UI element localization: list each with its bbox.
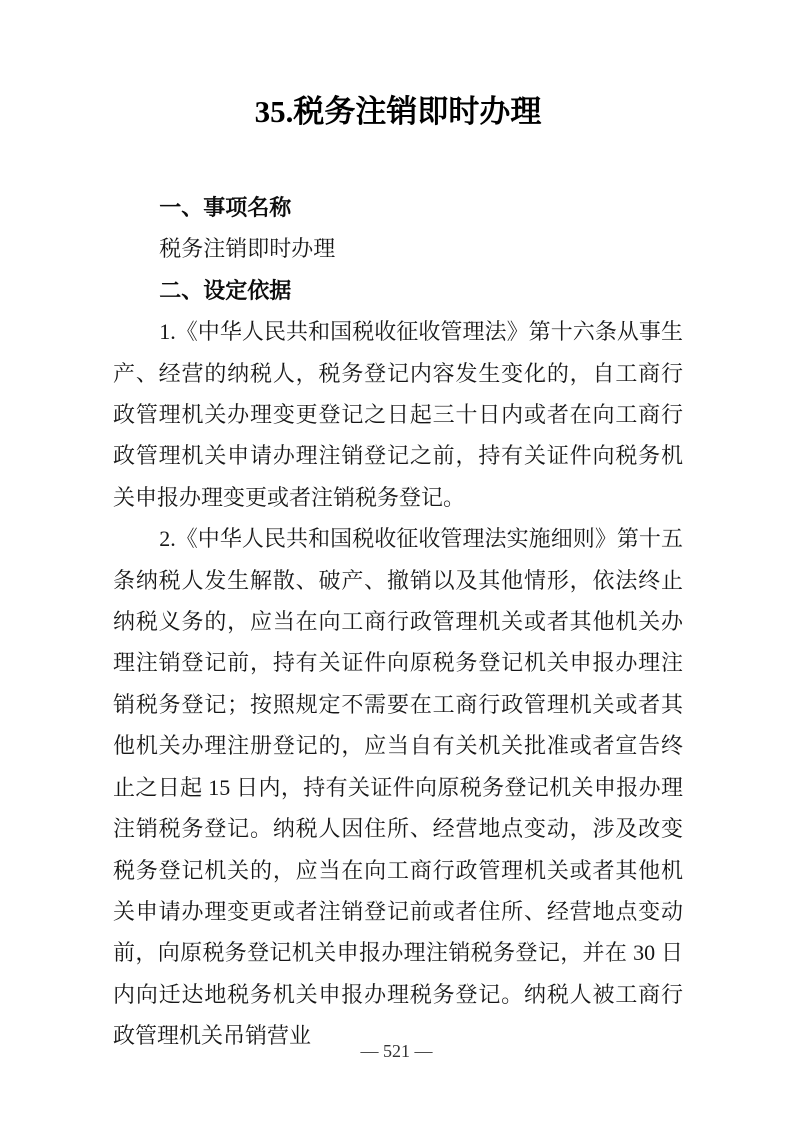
page-number: — 521 — [360, 1041, 433, 1061]
paragraph-legal-basis-1: 1.《中华人民共和国税收征收管理法》第十六条从事生产、经营的纳税人，税务登记内容发生变化的，自工商行政管理机关办理变更登记之日起三十日内或者在向工商行政管理机关申请办理注销登记之前，持有关证件向税务机关申报办理变更或者注销税务登记。 [113, 319, 683, 510]
document-content [113, 0, 683, 1057]
section-heading-item-name: 一、事项名称 [159, 195, 292, 220]
paragraph-item-name-value: 税务注销即时办理 [159, 236, 336, 262]
page-title: 35.税务注销即时办理 [254, 94, 542, 129]
document-body [113, 187, 683, 1057]
paragraph-legal-basis-2: 2.《中华人民共和国税收征收管理法实施细则》第十五条纳税人发生解散、破产、撤销以及其他情形，依法终止纳税义务的，应当在向工商行政管理机关或者其他机关办理注销登记前，持有关证件向原税务登记机关申报办理注销税务登记；按照规定不需要在工商行政管理机关或者其他机关办理注册登记的，应当自有关机关批准或者宣告终止之日起 15 日内，持有关证件向原税务登记机关申报办理注销税务登记。纳税人因住所、经营地点变动，涉及改变税务登记机关的，应当在向工商行政管理机关或者其他机关申请办理变更或者注销登记前或者住所、经营地点变动前，向原税务登记机关申报办理注销税务登记，并在 30 日内向迁达地税务机关申报办理税务登记。纳税人被工商行政管理机关吊销营业 [113, 526, 683, 1049]
section-heading-legal-basis: 二、设定依据 [159, 277, 292, 303]
